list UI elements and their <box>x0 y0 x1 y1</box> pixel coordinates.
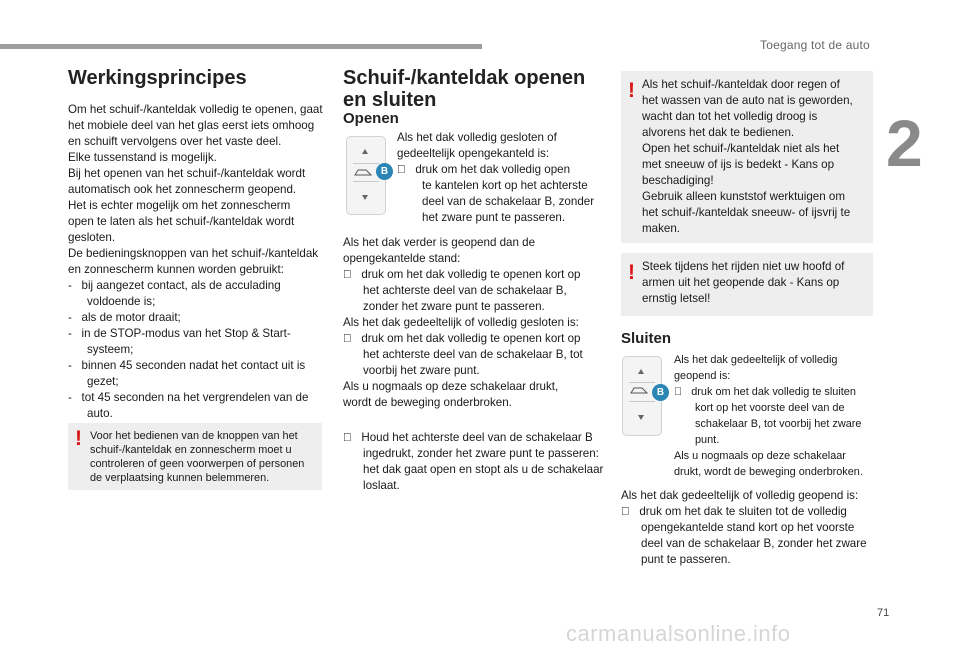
switch-b-badge: B <box>376 163 393 180</box>
intro-paragraph: Om het schuif-/kanteldak volledig te openen, gaat het mobiele deel van het glas eerst iets omhoog en schuift vervolgens over het vaste deel. Elke tussenstand is mogelijk. Bij het openen van het schuif-/kanteldak wordt automatisch ook het zonnescherm geopend. Het is echter mogelijk om het zonnescherm open te laten als het schuif-/kanteldak wordt gesloten. <box>68 103 323 244</box>
warning-exclamation-icon: ! <box>75 427 82 450</box>
arrow-up-icon <box>638 369 644 374</box>
watermark: carmanualsonline.info <box>566 621 791 646</box>
list-item: - bij aangezet contact, als de acculading voldoende is; <box>68 279 281 308</box>
warning-exclamation-icon: ! <box>628 79 635 102</box>
chapter-number: 2 <box>886 106 923 180</box>
warning-exclamation-icon: ! <box>628 261 635 284</box>
switch-b-badge: B <box>652 384 669 401</box>
open-step-closed: Als het dak volledig gesloten of gedeeltelijk opengekanteld is: druk om het dak volledig open te kantelen kort op het achterste deel van de schakelaar B, zonder het zware punt te passeren. <box>397 131 595 224</box>
list-item: - tot 45 seconden na het vergrendelen van de auto. <box>68 391 309 420</box>
conditions-paragraph: De bedieningsknoppen van het schuif-/kanteldak en zonnescherm kunnen worden gebruikt: - bij aangezet contact, als de acculading voldoende is; - als de motor draait; - in de STOP-modus van het Stop & Start-systeem; - binnen 45 seconden nadat het contact uit is gezet; - tot 45 seconden na het vergrendelen van de auto. <box>68 246 330 422</box>
warning-box-obstruction: ! Voor het bedienen van de knoppen van het schuif-/kanteldak en zonnescherm moet u controleren of geen voorwerpen of personen de verplaatsing kunnen belemmeren. <box>68 423 322 490</box>
list-item: - als de motor draait; <box>68 311 181 324</box>
arrow-down-icon <box>638 415 644 420</box>
page-number: 71 <box>877 607 890 619</box>
section-label: Toegang tot de auto <box>760 38 870 52</box>
arrow-down-icon <box>362 195 368 200</box>
roof-switch-illustration <box>622 356 665 436</box>
list-item: - in de STOP-modus van het Stop & Start-systeem; <box>68 327 291 356</box>
car-roof-icon <box>354 167 372 177</box>
arrow-up-icon <box>362 149 368 154</box>
title-openen-sluiten: Schuif-/kanteldak openen en sluiten <box>343 67 586 111</box>
hold-instruction: Houd het achterste deel van de schakelaar B ingedrukt, zonder het zware punt te passeren: het dak gaat open en stopt als u de schakelaar loslaat. <box>343 431 604 492</box>
header-rule <box>0 44 482 49</box>
close-step: Als het dak gedeeltelijk of volledig geopend is: druk om het dak volledig te sluiten kort op het voorste deel van de schakelaar B, tot voorbij het zware punt. Als u nogmaals op deze schakelaar drukt, wordt de beweging onderbroken. <box>674 354 863 478</box>
car-roof-icon <box>630 385 648 395</box>
subtitle-openen: Openen <box>343 110 399 127</box>
close-partial-step: Als het dak gedeeltelijk of volledig geopend is: druk om het dak te sluiten tot de volledig opengekantelde stand kort op het voorste deel van de schakelaar B, zonder het zware punt te passeren. <box>621 489 867 566</box>
open-steps-body: Als het dak verder is geopend dan de opengekantelde stand: druk om het dak volledig te openen kort op het achterste deel van de schakelaar B, zonder het zware punt te passeren. Als het dak gedeeltelijk of volledig gesloten is: druk om het dak volledig te openen kort op het achterste deel van de schakelaar B, tot voorbij het zware punt. Als u nogmaals op deze schakelaar drukt, wordt de beweging onderbroken. <box>343 236 592 409</box>
title-werkingsprincipes: Werkingsprincipes <box>68 67 247 89</box>
roof-switch-illustration <box>346 136 389 215</box>
subtitle-sluiten: Sluiten <box>621 330 672 347</box>
warning-box-wet-snow: ! Als het schuif-/kanteldak door regen of het wassen van de auto nat is geworden, wacht dan tot het volledig droog is alvorens het dak te bedienen. Open het schuif-/kanteldak niet als het met sneeuw of ijs is bedekt - Kans op beschadiging! Gebruik alleen kunststof werktuigen om het schuif-/kanteldak sneeuw- of ijsvrij te maken. <box>621 71 873 243</box>
warning-box-head-arms: ! Steek tijdens het rijden niet uw hoofd of armen uit het geopende dak - Kans op ernstig letsel! <box>621 253 873 316</box>
list-item: - binnen 45 seconden nadat het contact uit is gezet; <box>68 359 306 388</box>
